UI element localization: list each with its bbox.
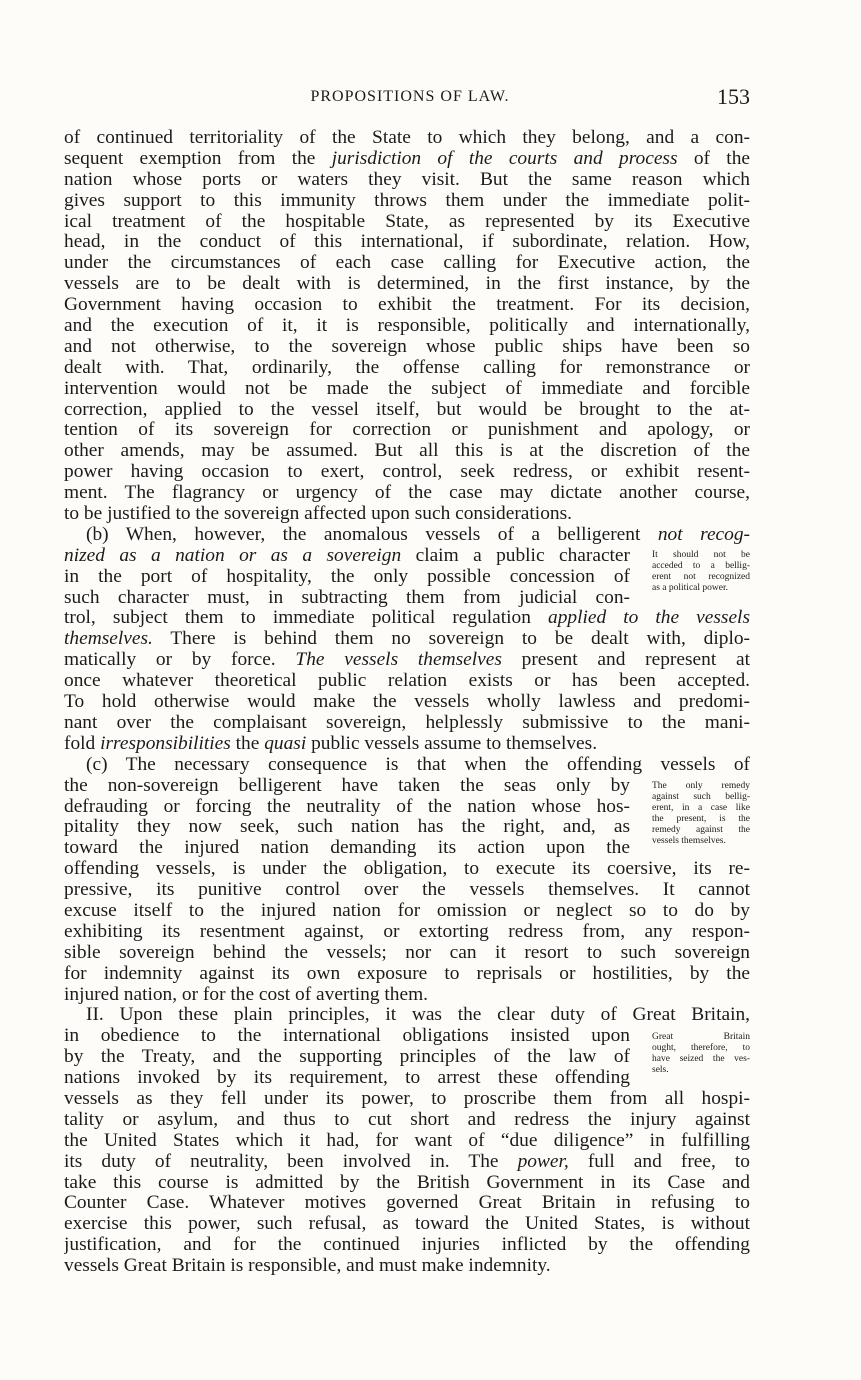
text-line: toward the injured nation demanding its action upon the: [64, 838, 630, 859]
text-line: the non-sovereign belligerent have taken the seas only by: [64, 775, 630, 796]
text-line: matically or by force. The vessels themselves present and represent at: [64, 650, 750, 671]
text-line: correction, applied to the vessel itself, but would be brought to the at-: [64, 399, 750, 420]
text-line: power having occasion to exert, control, seek redress, or exhibit resent-: [64, 462, 750, 483]
text-line: Counter Case. Whatever motives governed Great Britain in refusing to: [64, 1193, 750, 1214]
text-line: ment. The flagrancy or urgency of the case may dictate another course,: [64, 483, 750, 504]
marginal-note: Great Britain ought, therefore, to have seized the ves- sels.: [652, 1032, 750, 1076]
text-line: to be justified to the sovereign affected upon such considerations.: [64, 504, 572, 525]
text-line: nation whose ports or waters they visit. But the same reason which: [64, 169, 750, 190]
text-line: themselves. There is behind them no sovereign to be dealt with, diplo-: [64, 629, 750, 650]
text-line: defrauding or forcing the neutrality of the nation whose hos-: [64, 796, 630, 817]
marginal-note: It should not be acceded to a bellig- erent not recognized as a political power.: [652, 549, 750, 593]
text-line: the United States which it had, for want of “due diligence” in fulfilling: [64, 1130, 750, 1151]
paragraph-b: [64, 525, 750, 609]
text-line: gives support to this immunity throws them under the immediate polit-: [64, 190, 750, 211]
text-line: for indemnity against its own exposure to reprisals or hostilities, by the: [64, 963, 750, 984]
text-line: nations invoked by its requirement, to arrest these offending: [64, 1068, 630, 1089]
text-line: excuse itself to the injured nation for omission or neglect so to do by: [64, 900, 750, 921]
text-line: its duty of neutrality, been involved in. The power, full and free, to: [64, 1151, 750, 1172]
text-line: of continued territoriality of the State to which they belong, and a con-: [64, 128, 750, 148]
text-line: such character must, in subtracting them from judicial con-: [64, 587, 630, 608]
running-title: PROPOSITIONS OF LAW.: [310, 88, 510, 105]
text-line: in obedience to the international obligations insisted upon: [64, 1026, 630, 1047]
text-line: To hold otherwise would make the vessels wholly lawless and predomi-: [64, 692, 750, 713]
text-line: fold irresponsibilities the quasi public vessels assume to themselves.: [64, 733, 598, 754]
body-text: [64, 128, 750, 1277]
text-line: injured nation, or for the cost of averting them.: [64, 984, 429, 1005]
text-line: trol, subject them to immediate political regulation applied to the vessels: [64, 608, 750, 629]
text-line: nized as a nation or as a sovereign claim a public character: [64, 545, 630, 566]
paragraph-ii: [64, 1005, 750, 1089]
text-line: and not otherwise, to the sovereign whose public ships have been so: [64, 336, 750, 357]
text-line: tention of its sovereign for correction or punishment and apology, or: [64, 420, 750, 441]
text-line: dealt with. That, ordinarily, the offense calling for remonstrance or: [64, 357, 750, 378]
paragraph-c: [64, 755, 750, 859]
text-line: pitality they now seek, such nation has the right, and, as: [64, 817, 630, 838]
text-line: by the Treaty, and the supporting principles of the law of: [64, 1047, 630, 1068]
text-line: tality or asylum, and thus to cut short and redress the injury against: [64, 1109, 750, 1130]
text-line: II. Upon these plain principles, it was the clear duty of Great Britain,: [86, 1005, 750, 1026]
text-line: offending vessels, is under the obligation, to execute its coersive, its re-: [64, 859, 750, 880]
text-line: sequent exemption from the jurisdiction of the courts and process of the: [64, 148, 750, 169]
text-line: pressive, its punitive control over the vessels themselves. It cannot: [64, 880, 750, 901]
page-number: 153: [717, 84, 750, 109]
text-line: (b) When, however, the anomalous vessels of a belligerent not recog-: [86, 524, 750, 545]
text-line: take this course is admitted by the British Government in its Case and: [64, 1172, 750, 1193]
text-line: ical treatment of the hospitable State, as represented by its Executive: [64, 211, 750, 232]
running-head: [60, 86, 760, 112]
text-line: once whatever theoretical public relation exists or has been accepted.: [64, 671, 750, 692]
text-line: vessels Great Britain is responsible, and must make indemnity.: [64, 1256, 551, 1277]
text-line: under the circumstances of each case calling for Executive action, the: [64, 253, 750, 274]
text-line: exercise this power, such refusal, as toward the United States, is without: [64, 1214, 750, 1235]
text-line: Government having occasion to exhibit the treatment. For its decision,: [64, 295, 750, 316]
text-line: head, in the conduct of this international, if subordinate, relation. How,: [64, 232, 750, 253]
text-line: in the port of hospitality, the only possible concession of: [64, 566, 630, 587]
text-line: (c) The necessary consequence is that when the offending vessels of: [86, 754, 750, 775]
marginal-note: The only remedy against such bellig- erent, in a case like the present, is the remedy against the vessels themselves.: [652, 780, 750, 846]
text-line: and the execution of it, it is responsible, politically and internationally,: [64, 316, 750, 337]
text-line: nant over the complaisant sovereign, helplessly submissive to the mani-: [64, 712, 750, 733]
text-line: intervention would not be made the subject of immediate and forcible: [64, 378, 750, 399]
text-line: justification, and for the continued injuries inflicted by the offending: [64, 1235, 750, 1256]
text-line: exhibiting its resentment against, or extorting redress from, any respon-: [64, 921, 750, 942]
text-line: vessels as they fell under its power, to proscribe them from all hospi-: [64, 1088, 750, 1109]
text-line: sible sovereign behind the vessels; nor can it resort to such sovereign: [64, 942, 750, 963]
text-line: other amends, may be assumed. But all this is at the discretion of the: [64, 441, 750, 462]
text-line: vessels are to be dealt with is determined, in the first instance, by the: [64, 274, 750, 295]
